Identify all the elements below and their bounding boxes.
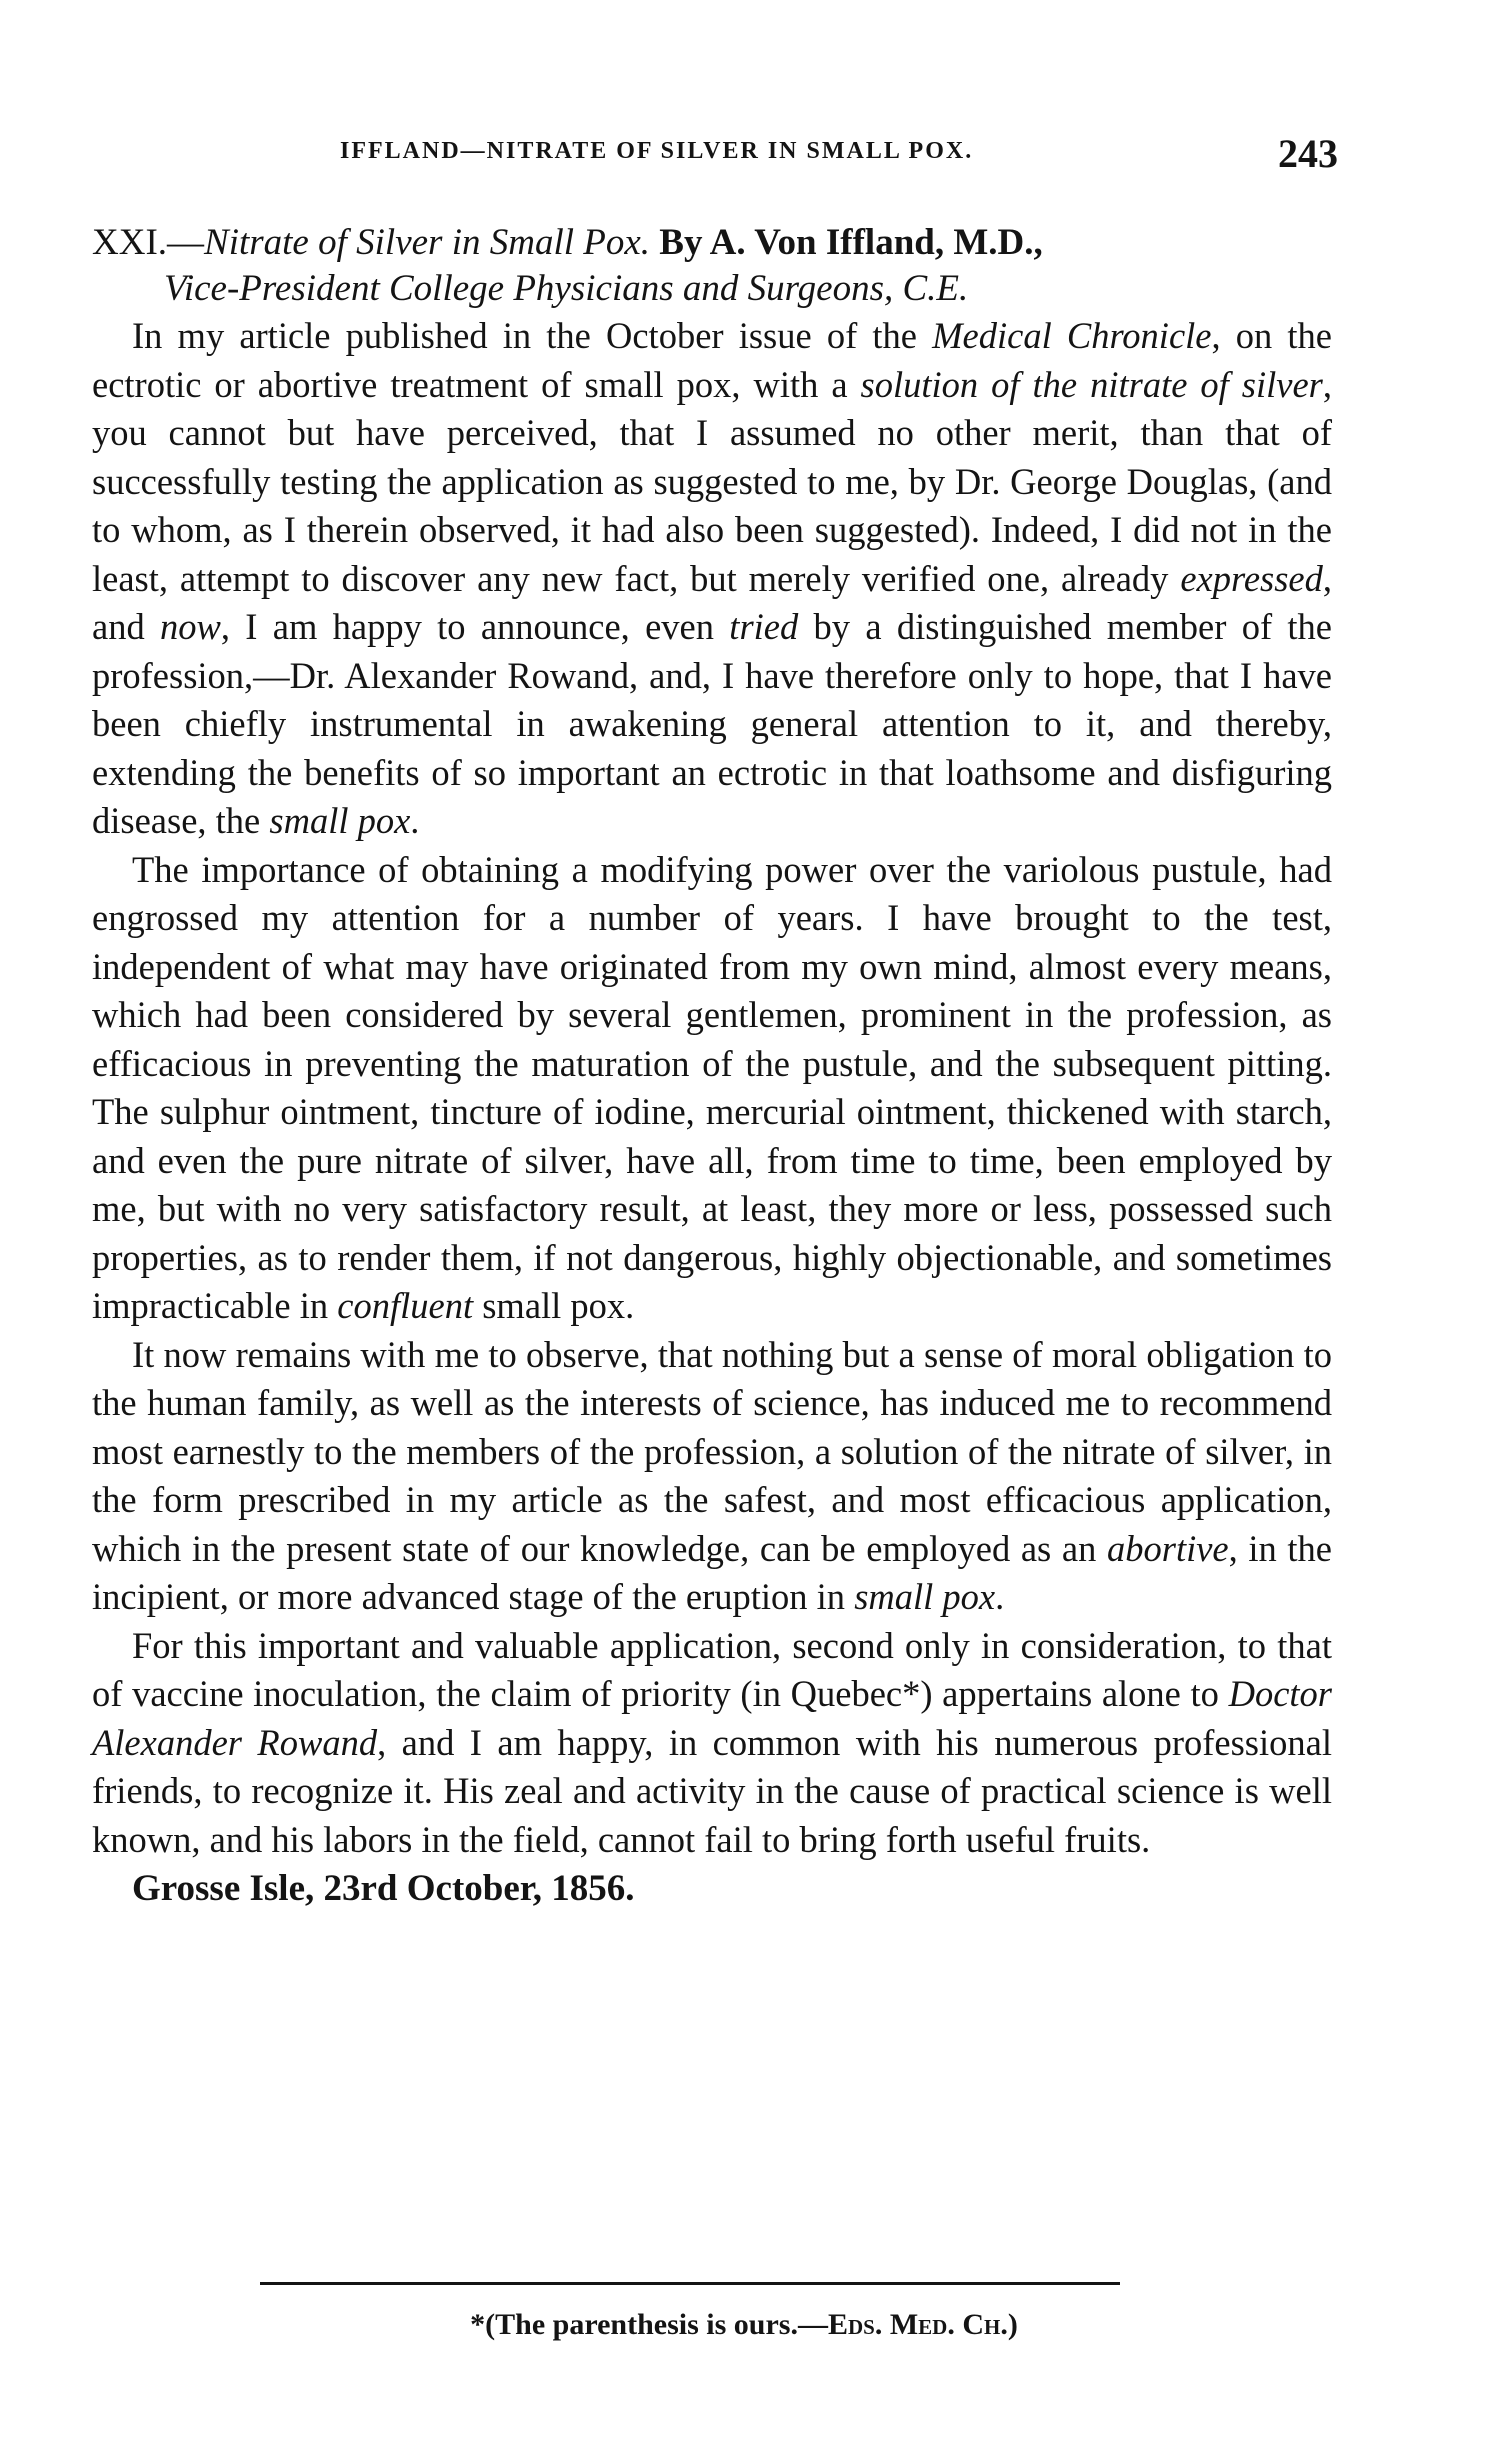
- paragraph-1-text-m: .: [410, 800, 420, 841]
- paragraph-1-italic-expressed: expressed: [1180, 557, 1323, 599]
- paragraph-3: [92, 1331, 1332, 1622]
- paragraph-1-text-g: , and: [92, 557, 1332, 647]
- paragraph-3-text-e: .: [995, 1576, 1005, 1617]
- footnote-divider: [260, 2282, 1120, 2285]
- paragraph-1-italic-solution: solution of the nitrate of silver: [860, 363, 1323, 405]
- dateline: Grosse Isle, 23rd October, 1856.: [132, 1868, 635, 1909]
- article-title: Nitrate of Silver in Small Pox.: [204, 222, 651, 263]
- paragraph-1-text-c: , on the ectrotic or abortive treatment of small pox, with a: [92, 315, 1332, 405]
- paragraph-4-text-a: For this important and valuable application, second only in consideration, to that of vaccine inoculation, the claim of priority (in Quebec*) appertains alone to: [92, 1624, 1332, 1714]
- paragraph-4-italic-name: Doctor Alexander Rowand: [92, 1673, 1332, 1763]
- paragraph-2-text-c: small pox.: [473, 1285, 635, 1326]
- article-affiliation: Vice-President College Physicians and Surgeons, C.E.: [164, 268, 969, 309]
- page-number: 243: [1278, 131, 1338, 176]
- paragraph-4: [92, 1622, 1332, 1865]
- paragraph-1-italic-now: now: [160, 606, 221, 647]
- paragraph-2-italic-confluent: confluent: [337, 1285, 474, 1326]
- article-heading: [92, 220, 1332, 312]
- paragraph-2: [92, 846, 1332, 1331]
- paragraph-1: [92, 312, 1332, 846]
- paragraph-1-italic-tried: tried: [729, 606, 799, 647]
- paragraph-1-text-e: , you cannot but have perceived, that I assumed no other merit, than that of successfully testing the application as suggested to me, by Dr. George Douglas, (and to whom, as I therein observed, it had also been suggested). Indeed, I did not in the least, attempt to discover any new fact, but merely verified one, already: [92, 363, 1332, 599]
- paragraph-1-text-k: by a distinguished member of the profession,—Dr. Alexander Rowand, and, I have therefore only to hope, that I have been chiefly instrumental in awakening general attention to it, and thereby, extending the benefits of so important an ectrotic in that loathsome and disfiguring disease, the: [92, 606, 1332, 841]
- footnote-text-c: ): [1007, 2308, 1018, 2341]
- paragraph-1-italic-small-pox: small pox: [269, 800, 411, 841]
- paragraph-3-italic-abortive: abortive: [1106, 1527, 1229, 1569]
- running-title: IFFLAND—NITRATE OF SILVER IN SMALL POX.: [340, 138, 974, 164]
- article-number: XXI.—: [92, 222, 205, 263]
- footnote: [0, 2308, 1488, 2342]
- paragraph-1-italic-journal: Medical Chronicle: [932, 315, 1212, 356]
- paragraph-1-text-a: In my article published in the October issue of the: [132, 315, 933, 356]
- paragraph-4-text-c: , and I am happy, in common with his numerous professional friends, to recognize it. His zeal and activity in the cause of practical science is well known, and his labors in the field, cannot fail to bring forth useful fruits.: [92, 1721, 1332, 1860]
- article-body: [92, 220, 1332, 1914]
- article-byline: By A. Von Iffland, M.D.,: [659, 222, 1043, 263]
- paragraph-3-text-a: It now remains with me to observe, that nothing but a sense of moral obligation to the human family, as well as the interests of science, has induced me to recommend most earnestly to the members of the profession, a solution of the nitrate of silver, in the form prescribed in my article as the safest, and most efficacious application, which in the present state of our knowledge, can be employed as an: [92, 1333, 1332, 1569]
- paragraph-3-text-c: , in the incipient, or more advanced stage of the eruption in: [92, 1527, 1333, 1617]
- paragraph-3-italic-small-pox: small pox: [854, 1576, 996, 1617]
- footnote-editors: Eds. Med. Ch.: [827, 2308, 1008, 2341]
- paragraph-2-text-a: The importance of obtaining a modifying power over the variolous pustule, had engrossed my attention for a number of years. I have brought to the test, independent of what may have originated from my own mind, almost every means, which had been considered by several gentlemen, prominent in the profession, as efficacious in preventing the maturation of the pustule, and the subsequent pitting. The sulphur ointment, tincture of iodine, mercurial ointment, thickened with starch, and even the pure nitrate of silver, have all, from time to time, been employed by me, but with no very satisfactory result, at least, they more or less, possessed such properties, as to render them, if not dangerous, highly objectionable, and sometimes impracticable in: [92, 848, 1332, 1326]
- footnote-text-a: *(The parenthesis is ours.—: [470, 2308, 828, 2341]
- paragraph-1-text-i: , I am happy to announce, even: [220, 606, 730, 647]
